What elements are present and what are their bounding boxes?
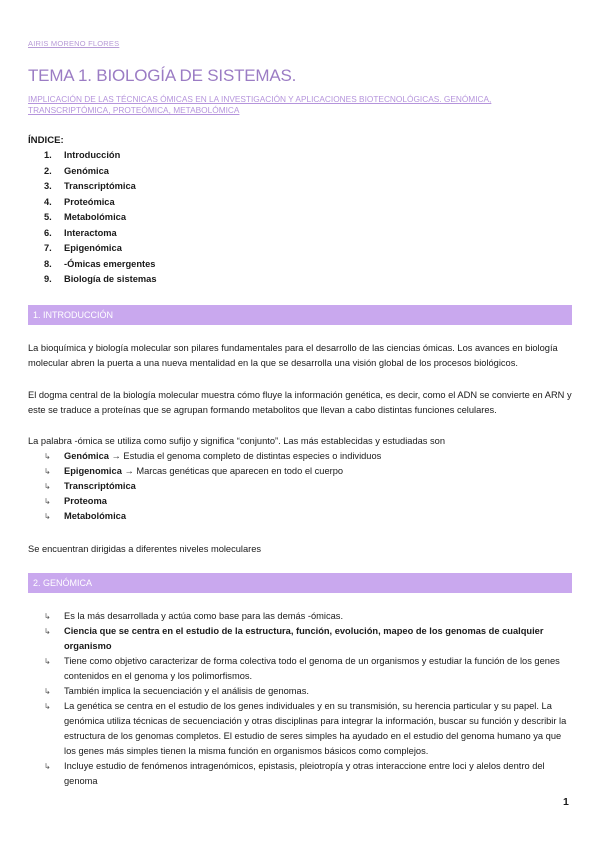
index-number: 3. bbox=[44, 181, 52, 191]
arrow-return-icon: ↳ bbox=[44, 467, 51, 476]
index-list bbox=[44, 150, 156, 290]
index-label-text: Interactoma bbox=[64, 227, 117, 238]
list-item bbox=[44, 609, 572, 624]
arrow-return-icon: ↳ bbox=[44, 687, 51, 696]
bullet-text: Es la más desarrollada y actúa como base para las demás -ómicas. bbox=[64, 611, 344, 621]
index-number: 9. bbox=[44, 274, 52, 284]
omics-term: Metabolómica bbox=[64, 511, 126, 521]
index-label-text: Proteómica bbox=[64, 196, 115, 207]
arrow-return-icon: ↳ bbox=[44, 657, 51, 666]
list-item bbox=[44, 479, 572, 494]
index-label-text: Biología de sistemas bbox=[64, 274, 157, 284]
index-item[interactable] bbox=[44, 150, 156, 166]
list-item bbox=[44, 654, 572, 684]
index-item[interactable] bbox=[44, 197, 156, 213]
index-item[interactable] bbox=[44, 243, 156, 259]
document-subtitle[interactable]: IMPLICACIÓN DE LAS TÉCNICAS ÓMICAS EN LA INVESTIGACIÓN Y APLICACIONES BIOTECNOLÓGICAS. GENÓMICA, TRANSCRIPTÓMICA, PROTEÓMICA, METABOLÓMICA bbox=[28, 94, 492, 115]
list-item bbox=[44, 699, 572, 759]
index-item[interactable] bbox=[44, 181, 156, 197]
bullet-text: También implica la secuenciación y el análisis de genomas. bbox=[64, 686, 309, 696]
arrow-return-icon: ↳ bbox=[44, 612, 51, 621]
omics-description: → Marcas genéticas que aparecen en todo el cuerpo bbox=[121, 466, 344, 476]
page-number: 1 bbox=[563, 796, 569, 808]
bullet-text: La genética se centra en el estudio de los genes individuales y en su transmisión, su herencia particular y su papel. La genómica utiliza técnicas de secuenciación y otras disciplinas para integrar la información, buscar su función y describir la estructura de los genomas completos. El estudio de seres simples ha ayudado en el estudio del genoma humano ya que los genes más simples tienen la misma función en organismos básicos como complejos. bbox=[64, 701, 567, 756]
arrow-return-icon: ↳ bbox=[44, 497, 51, 506]
arrow-return-icon: ↳ bbox=[44, 702, 51, 711]
index-label-text: Metabolómica bbox=[64, 212, 126, 222]
omics-term: Transcriptómica bbox=[64, 481, 136, 491]
arrow-return-icon: ↳ bbox=[44, 627, 51, 636]
list-item bbox=[44, 684, 572, 699]
omics-term: Epigenomica bbox=[64, 466, 122, 476]
omics-list bbox=[44, 449, 572, 524]
index-number: 5. bbox=[44, 212, 52, 222]
index-item[interactable] bbox=[44, 228, 156, 244]
document-title: TEMA 1. BIOLOGÍA DE SISTEMAS. bbox=[28, 66, 297, 85]
index-item[interactable] bbox=[44, 274, 156, 290]
list-item bbox=[44, 464, 572, 479]
omics-description: → Estudia el genoma completo de distintas especies o individuos bbox=[108, 451, 382, 461]
index-label-text: -Ómicas emergentes bbox=[64, 258, 156, 269]
arrow-return-icon: ↳ bbox=[44, 512, 51, 521]
index-number: 4. bbox=[44, 196, 52, 207]
section-heading-introduccion: 1. INTRODUCCIÓN bbox=[28, 305, 572, 325]
intro-paragraph-3: La palabra -ómica se utiliza como sufijo y significa “conjunto”. Las más establecidas y estudiadas son bbox=[28, 436, 446, 446]
list-item bbox=[44, 494, 572, 509]
list-item bbox=[44, 449, 572, 464]
index-item[interactable] bbox=[44, 259, 156, 275]
author-name: AIRIS MORENO FLORES bbox=[28, 39, 120, 48]
arrow-return-icon: ↳ bbox=[44, 482, 51, 491]
list-item bbox=[44, 624, 572, 654]
index-number: 1. bbox=[44, 150, 52, 160]
section-heading-genomica: 2. GENÓMICA bbox=[28, 573, 572, 593]
bullet-text: Ciencia que se centra en el estudio de la estructura, función, evolución, mapeo de los genomas de cualquier organismo bbox=[64, 626, 544, 651]
genomica-list bbox=[44, 609, 572, 789]
index-number: 8. bbox=[44, 258, 52, 269]
bullet-text: Incluye estudio de fenómenos intragenómicos, epistasis, pleiotropía y otras interaccione entre loci y alelos dentro del genoma bbox=[64, 761, 545, 786]
index-label-text: Epigenómica bbox=[64, 243, 122, 253]
index-number: 6. bbox=[44, 227, 52, 238]
arrow-return-icon: ↳ bbox=[44, 452, 51, 461]
index-item[interactable] bbox=[44, 166, 156, 182]
index-number: 7. bbox=[44, 243, 52, 253]
bullet-text: Tiene como objetivo caracterizar de forma colectiva todo el genoma de un organismos y estudiar la función de los genes contenidos en el genoma y los polimorfismos. bbox=[64, 656, 560, 681]
omics-term: Proteoma bbox=[64, 496, 107, 506]
intro-paragraph-4: Se encuentran dirigidas a diferentes niveles moleculares bbox=[28, 544, 262, 554]
index-number: 2. bbox=[44, 165, 52, 176]
index-label-text: Transcriptómica bbox=[64, 181, 136, 191]
list-item bbox=[44, 509, 572, 524]
intro-paragraph-2: El dogma central de la biología molecular muestra cómo fluye la información genética, es decir, como el ADN se convierte en ARN y este se traduce a proteínas que se agrupan formando metabolitos que llevan a cabo distintas funciones celulares. bbox=[28, 390, 572, 415]
arrow-return-icon: ↳ bbox=[44, 762, 51, 771]
omics-term: Genómica bbox=[64, 451, 109, 461]
intro-paragraph-1: La bioquímica y biología molecular son pilares fundamentales para el desarrollo de las ciencias ómicas. Los avances en biología molecular abren la puerta a una nueva mentalidad en la que se desarrolla una visión global de los procesos biológicos. bbox=[28, 343, 558, 368]
index-label-text: Genómica bbox=[64, 165, 109, 176]
index-item[interactable] bbox=[44, 212, 156, 228]
index-label-text: Introducción bbox=[64, 150, 121, 160]
index-label: ÍNDICE: bbox=[28, 135, 64, 146]
list-item bbox=[44, 759, 572, 789]
